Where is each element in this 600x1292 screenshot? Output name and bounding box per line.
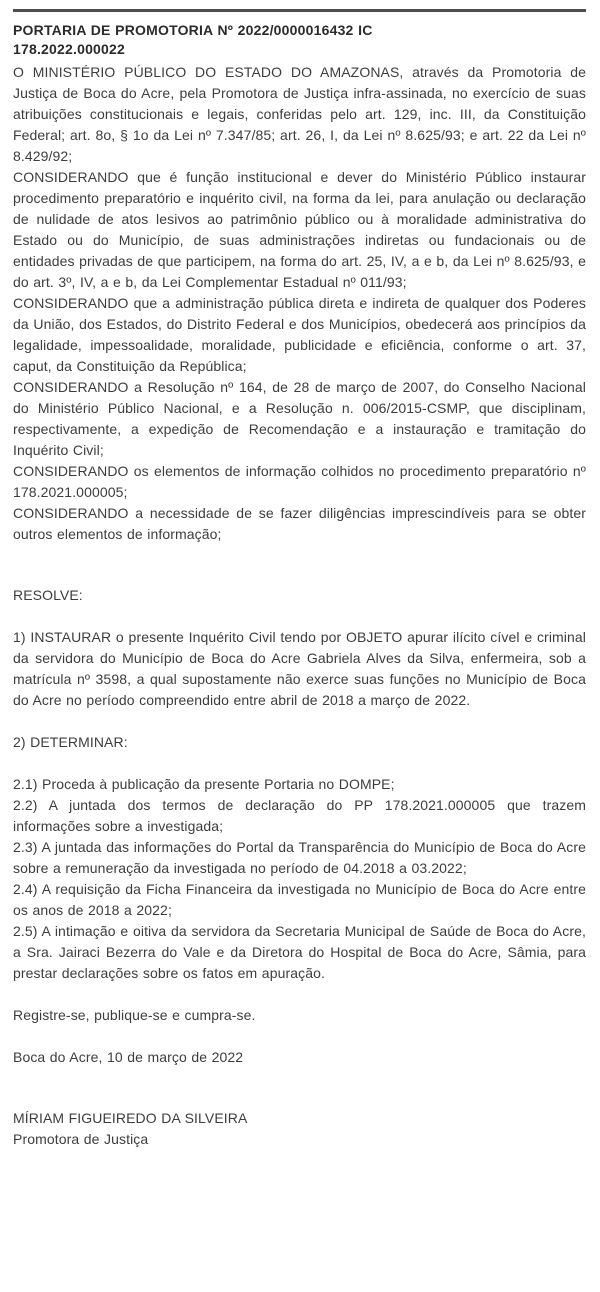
paragraph: RESOLVE: xyxy=(13,587,83,603)
top-divider xyxy=(13,9,586,12)
paragraph: Registre-se, publique-se e cumpra-se. xyxy=(13,1007,256,1023)
paragraph: O MINISTÉRIO PÚBLICO DO ESTADO DO AMAZONAS, através da Promotoria de Justiça de Boca do Acre, pela Promotora de Justiça infra-assinada, no exercício de suas atribuições constitucionais e legais, conferidas pelo art. 129, inc. III, da Constituição Federal; art. 8o, § 1o da Lei nº 7.347/85; art. 26, I, da Lei nº 8.625/93; e art. 22 da Lei nº 8.429/92; xyxy=(13,64,586,164)
paragraph: CONSIDERANDO que a administração pública direta e indireta de qualquer dos Poderes da União, dos Estados, do Distrito Federal e dos Municípios, obedecerá aos princípios da legalidade, impessoalidade, moralidade, publicidade e eficiência, conforme o art. 37, caput, da Constituição da República; xyxy=(13,295,586,374)
paragraph: 2.3) A juntada das informações do Portal da Transparência do Município de Boca do Acre sobre a remuneração da investigada no período de 04.2018 a 03.2022; xyxy=(13,839,586,876)
paragraph: 2.2) A juntada dos termos de declaração do PP 178.2021.000005 que trazem informações sobre a investigada; xyxy=(13,797,586,834)
paragraph: 2) DETERMINAR: xyxy=(13,734,128,750)
paragraph: CONSIDERANDO os elementos de informação colhidos no procedimento preparatório nº 178.2021.000005; xyxy=(13,463,586,500)
document-title-line: PORTARIA DE PROMOTORIA Nº 2022/0000016432 IC xyxy=(13,22,373,38)
paragraph: MÍRIAM FIGUEIREDO DA SILVEIRA xyxy=(13,1110,248,1126)
paragraph: 1) INSTAURAR o presente Inquérito Civil tendo por OBJETO apurar ilícito cível e criminal da servidora do Município de Boca do Acre Gabriela Alves da Silva, enfermeira, sob a matrícula nº 3598, a qual supostamente não exerce suas funções no Município de Boca do Acre no período compreendido entre abril de 2018 a março de 2022. xyxy=(13,629,586,708)
paragraph: 2.5) A intimação e oitiva da servidora da Secretaria Municipal de Saúde de Boca do Acre, a Sra. Jairaci Bezerra do Vale e da Diretora do Hospital de Boca do Acre, Sâmia, para prestar declarações sobre os fatos em apuração. xyxy=(13,923,586,981)
paragraph: 2.1) Proceda à publicação da presente Portaria no DOMPE; xyxy=(13,776,395,792)
document-body xyxy=(13,21,586,1150)
paragraph: Promotora de Justiça xyxy=(13,1131,149,1147)
paragraph: CONSIDERANDO que é função institucional e dever do Ministério Público instaurar procedimento preparatório e inquérito civil, na forma da lei, para anulação ou declaração de nulidade de atos lesivos ao patrimônio público ou à moralidade administrativa do Estado ou do Município, de suas administrações indiretas ou fundacionais ou de entidades privadas de que participem, na forma do art. 25, IV, a e b, da Lei nº 8.625/93, e do art. 3º, IV, a e b, da Lei Complementar Estadual nº 011/93; xyxy=(13,169,586,290)
paragraph: CONSIDERANDO a Resolução nº 164, de 28 de março de 2007, do Conselho Nacional do Ministério Público Nacional, e a Resolução n. 006/2015-CSMP, que disciplinam, respectivamente, a expedição de Recomendação e a instauração e tramitação do Inquérito Civil; xyxy=(13,379,586,458)
paragraph: 2.4) A requisição da Ficha Financeira da investigada no Município de Boca do Acre entre os anos de 2018 a 2022; xyxy=(13,881,586,918)
document-title-line: 178.2022.000022 xyxy=(13,41,125,57)
paragraph: CONSIDERANDO a necessidade de se fazer diligências imprescindíveis para se obter outros elementos de informação; xyxy=(13,505,586,542)
paragraph: Boca do Acre, 10 de março de 2022 xyxy=(13,1049,244,1065)
